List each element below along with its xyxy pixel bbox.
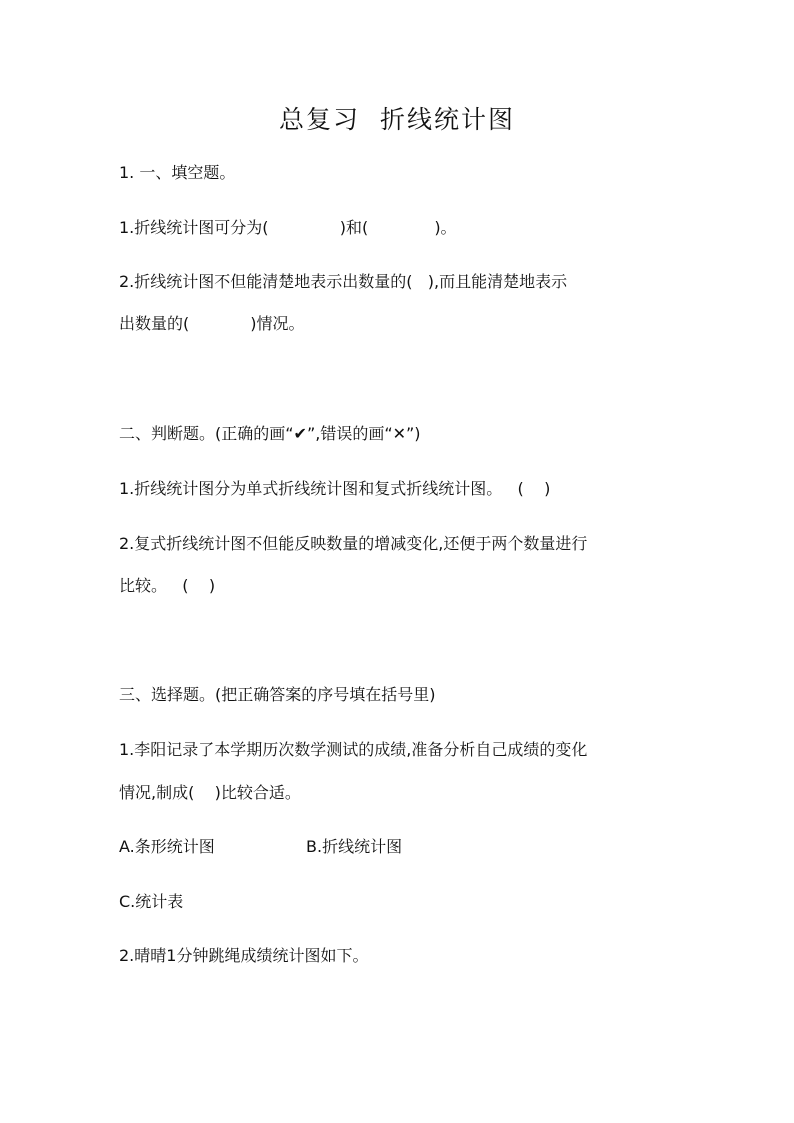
choice-question-1-line-1: 1.李阳记录了本学期历次数学测试的成绩,准备分析自己成绩的变化 [119,740,588,759]
choice-option-c: C.统计表 [119,892,184,911]
fill-question-2-line-2: 出数量的( )情况。 [119,314,305,333]
judge-question-2-line-1: 2.复式折线统计图不但能反映数量的增减变化,还便于两个数量进行 [119,534,588,553]
choice-section-heading: 三、选择题。(把正确答案的序号填在括号里) [119,685,436,704]
choice-option-a: A.条形统计图 [119,837,215,856]
judge-section-heading: 二、判断题。(正确的画“✔”,错误的画“✕”) [119,424,421,443]
choice-question-1-line-2: 情况,制成( )比较合适。 [119,783,301,802]
page-title: 总复习 折线统计图 [279,105,515,134]
fill-question-1: 1.折线统计图可分为( )和( )。 [119,218,457,237]
judge-question-2-line-2: 比较。 ( ) [119,576,216,595]
choice-option-b: B.折线统计图 [306,837,403,856]
fill-question-2-line-1: 2.折线统计图不但能清楚地表示出数量的( ),而且能清楚地表示 [119,272,568,291]
judge-question-1: 1.折线统计图分为单式折线统计图和复式折线统计图。 ( ) [119,479,551,498]
fill-section-heading: 1. 一、填空题。 [119,163,236,182]
choice-question-2: 2.晴晴1分钟跳绳成绩统计图如下。 [119,946,369,965]
